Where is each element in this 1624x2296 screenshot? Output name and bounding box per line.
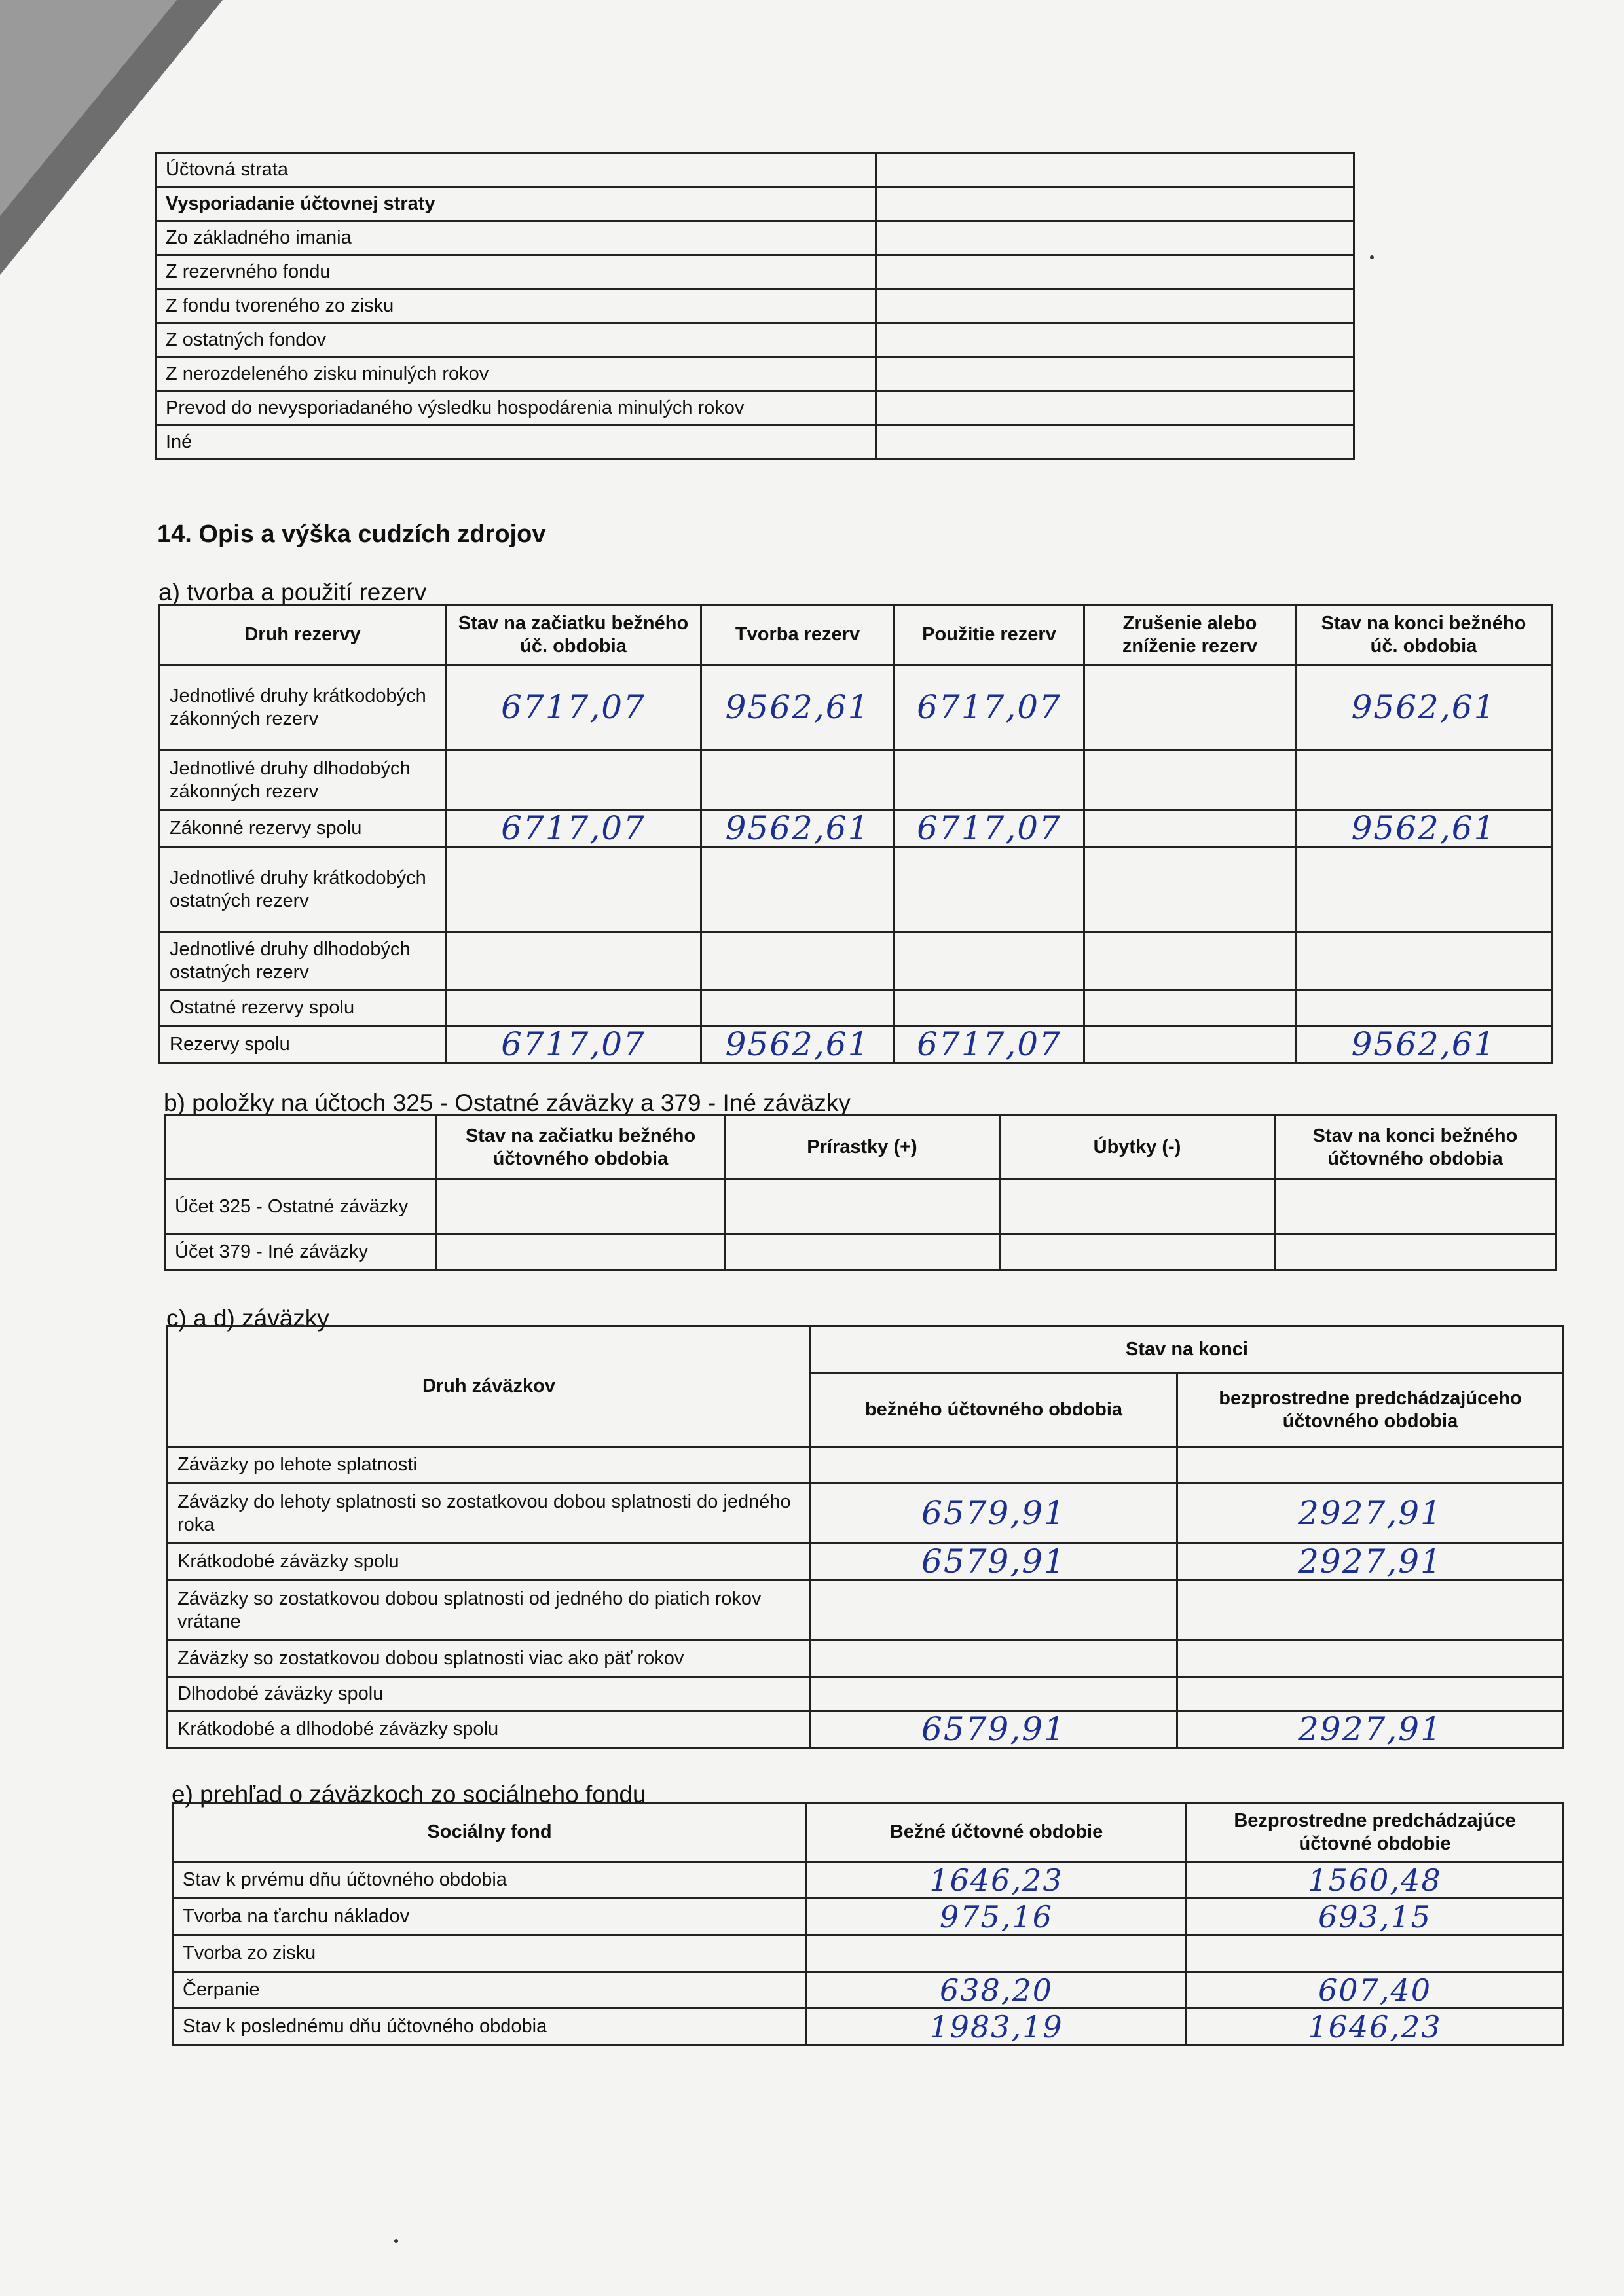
handwritten-value-cancel bbox=[1084, 1027, 1296, 1063]
handwritten-value-current bbox=[807, 1935, 1187, 1972]
row-label: Záväzky so zostatkovou dobou splatnosti viac ako päť rokov bbox=[168, 1641, 811, 1677]
handwritten-value-start bbox=[446, 750, 701, 811]
handwritten-value-end bbox=[1296, 990, 1552, 1027]
row-label: Záväzky po lehote splatnosti bbox=[168, 1447, 811, 1484]
row-label: Jednotlivé druhy krátkodobých zákonných rezerv bbox=[160, 665, 446, 750]
handwritten-value-current: 6579,91 bbox=[811, 1484, 1177, 1544]
table-row bbox=[168, 1580, 1564, 1641]
handwritten-value-creation: 9562,61 bbox=[701, 811, 895, 847]
liabilities-table bbox=[166, 1325, 1564, 1749]
handwritten-value-current bbox=[811, 1447, 1177, 1484]
handwritten-value-current: 6579,91 bbox=[811, 1711, 1177, 1748]
column-header: Použitie rezerv bbox=[895, 605, 1084, 665]
liabilities-subtitle: c) a d) záväzky bbox=[166, 1305, 329, 1332]
handwritten-value-previous: 2927,91 bbox=[1177, 1484, 1564, 1544]
table-row bbox=[173, 1935, 1564, 1972]
accounts-table bbox=[164, 1114, 1557, 1271]
handwritten-value-use bbox=[895, 990, 1084, 1027]
table-row bbox=[156, 323, 1354, 357]
handwritten-value-creation: 9562,61 bbox=[701, 1027, 895, 1063]
handwritten-value-current bbox=[811, 1677, 1177, 1711]
handwritten-value-current: 975,16 bbox=[807, 1899, 1187, 1935]
value-cell bbox=[876, 153, 1354, 187]
row-label: Účtovná strata bbox=[156, 153, 876, 187]
value-cell bbox=[876, 221, 1354, 255]
value-cell bbox=[1275, 1180, 1556, 1235]
table-row bbox=[160, 990, 1552, 1027]
folded-page-corner-shadow bbox=[0, 0, 177, 216]
accounts-subtitle: b) položky na účtoch 325 - Ostatné záväzky a 379 - Iné záväzky bbox=[164, 1089, 851, 1116]
column-header: Sociálny fond bbox=[173, 1803, 807, 1862]
value-cell bbox=[437, 1180, 725, 1235]
handwritten-value-current: 1646,23 bbox=[807, 1862, 1187, 1899]
handwritten-value-creation: 9562,61 bbox=[701, 665, 895, 750]
row-label: Iné bbox=[156, 426, 876, 460]
column-header: Druh rezervy bbox=[160, 605, 446, 665]
row-label: Jednotlivé druhy dlhodobých ostatných rezerv bbox=[160, 932, 446, 990]
value-cell bbox=[876, 323, 1354, 357]
handwritten-value-creation bbox=[701, 990, 895, 1027]
handwritten-value-previous bbox=[1177, 1580, 1564, 1641]
row-label: Jednotlivé druhy dlhodobých zákonných rezerv bbox=[160, 750, 446, 811]
table-row bbox=[156, 187, 1354, 221]
handwritten-value-end: 9562,61 bbox=[1296, 665, 1552, 750]
handwritten-value-previous: 2927,91 bbox=[1177, 1711, 1564, 1748]
table-row bbox=[160, 750, 1552, 811]
value-cell bbox=[1000, 1180, 1275, 1235]
column-header: Úbytky (-) bbox=[1000, 1116, 1275, 1180]
handwritten-value-start bbox=[446, 932, 701, 990]
handwritten-value-start bbox=[446, 990, 701, 1027]
column-header: Stav na začiatku bežného účtovného obdobia bbox=[437, 1116, 725, 1180]
handwritten-value-previous bbox=[1177, 1677, 1564, 1711]
table-row bbox=[173, 1972, 1564, 2009]
table-row bbox=[168, 1544, 1564, 1580]
table-row bbox=[168, 1447, 1564, 1484]
table-row bbox=[156, 153, 1354, 187]
reserves-subtitle: a) tvorba a použití rezerv bbox=[158, 579, 427, 606]
table-row bbox=[168, 1677, 1564, 1711]
handwritten-value-end bbox=[1296, 932, 1552, 990]
handwritten-value-previous: 1560,48 bbox=[1187, 1862, 1564, 1899]
table-row bbox=[165, 1180, 1556, 1235]
handwritten-value-current: 6579,91 bbox=[811, 1544, 1177, 1580]
column-header bbox=[165, 1116, 437, 1180]
column-header: Stav na konci bežného účtovného obdobia bbox=[1275, 1116, 1556, 1180]
header-druh-zavazkov: Druh záväzkov bbox=[168, 1326, 811, 1447]
value-cell bbox=[876, 426, 1354, 460]
value-cell bbox=[876, 187, 1354, 221]
table-row bbox=[156, 289, 1354, 323]
row-label: Vysporiadanie účtovnej straty bbox=[156, 187, 876, 221]
handwritten-value-current bbox=[811, 1641, 1177, 1677]
column-header: Stav na začiatku bežného úč. obdobia bbox=[446, 605, 701, 665]
handwritten-value-start: 6717,07 bbox=[446, 665, 701, 750]
row-label: Stav k poslednému dňu účtovného obdobia bbox=[173, 2009, 807, 2045]
row-label: Účet 325 - Ostatné záväzky bbox=[165, 1180, 437, 1235]
handwritten-value-previous bbox=[1177, 1447, 1564, 1484]
row-label: Zo základného imania bbox=[156, 221, 876, 255]
handwritten-value-start: 6717,07 bbox=[446, 1027, 701, 1063]
handwritten-value-end bbox=[1296, 847, 1552, 932]
row-label: Dlhodobé záväzky spolu bbox=[168, 1677, 811, 1711]
table-row bbox=[173, 2009, 1564, 2045]
value-cell bbox=[725, 1180, 1000, 1235]
handwritten-value-use: 6717,07 bbox=[895, 811, 1084, 847]
handwritten-value-previous: 2927,91 bbox=[1177, 1544, 1564, 1580]
social-fund-subtitle: e) prehľad o záväzkoch zo sociálneho fondu bbox=[172, 1781, 646, 1808]
social-fund-table bbox=[172, 1802, 1564, 2046]
table-row bbox=[156, 392, 1354, 426]
handwritten-value-end: 9562,61 bbox=[1296, 811, 1552, 847]
handwritten-value-current bbox=[811, 1580, 1177, 1641]
scan-speck bbox=[394, 2239, 398, 2243]
row-label: Z fondu tvoreného zo zisku bbox=[156, 289, 876, 323]
header-previous-period: bezprostredne predchádzajúceho účtovného obdobia bbox=[1177, 1374, 1564, 1447]
table-row bbox=[160, 811, 1552, 847]
table-row bbox=[168, 1641, 1564, 1677]
handwritten-value-creation bbox=[701, 847, 895, 932]
handwritten-value-start bbox=[446, 847, 701, 932]
handwritten-value-end: 9562,61 bbox=[1296, 1027, 1552, 1063]
row-label: Záväzky do lehoty splatnosti so zostatkovou dobou splatnosti do jedného roka bbox=[168, 1484, 811, 1544]
column-header: Zrušenie alebo zníženie rezerv bbox=[1084, 605, 1296, 665]
row-label: Z nerozdeleného zisku minulých rokov bbox=[156, 357, 876, 392]
handwritten-value-current: 638,20 bbox=[807, 1972, 1187, 2009]
row-label: Tvorba na ťarchu nákladov bbox=[173, 1899, 807, 1935]
scan-speck bbox=[1370, 255, 1374, 259]
handwritten-value-use bbox=[895, 847, 1084, 932]
handwritten-value-cancel bbox=[1084, 847, 1296, 932]
table-row bbox=[165, 1235, 1556, 1270]
header-current-period: bežného účtovného obdobia bbox=[811, 1374, 1177, 1447]
value-cell bbox=[1275, 1235, 1556, 1270]
row-label: Z ostatných fondov bbox=[156, 323, 876, 357]
handwritten-value-previous: 1646,23 bbox=[1187, 2009, 1564, 2045]
handwritten-value-start: 6717,07 bbox=[446, 811, 701, 847]
handwritten-value-previous bbox=[1177, 1641, 1564, 1677]
row-label: Rezervy spolu bbox=[160, 1027, 446, 1063]
handwritten-value-cancel bbox=[1084, 932, 1296, 990]
handwritten-value-creation bbox=[701, 750, 895, 811]
handwritten-value-cancel bbox=[1084, 665, 1296, 750]
value-cell bbox=[876, 357, 1354, 392]
table-row bbox=[156, 426, 1354, 460]
section-14-title: 14. Opis a výška cudzích zdrojov bbox=[157, 520, 546, 548]
column-header: Stav na konci bežného úč. obdobia bbox=[1296, 605, 1552, 665]
row-label: Stav k prvému dňu účtovného obdobia bbox=[173, 1862, 807, 1899]
column-header: Tvorba rezerv bbox=[701, 605, 895, 665]
table-row bbox=[156, 255, 1354, 289]
value-cell bbox=[876, 289, 1354, 323]
row-label: Záväzky so zostatkovou dobou splatnosti od jedného do piatich rokov vrátane bbox=[168, 1580, 811, 1641]
table-row bbox=[168, 1484, 1564, 1544]
row-label: Krátkodobé a dlhodobé záväzky spolu bbox=[168, 1711, 811, 1748]
handwritten-value-end bbox=[1296, 750, 1552, 811]
column-header: Prírastky (+) bbox=[725, 1116, 1000, 1180]
value-cell bbox=[437, 1235, 725, 1270]
table-row bbox=[160, 1027, 1552, 1063]
row-label: Krátkodobé záväzky spolu bbox=[168, 1544, 811, 1580]
handwritten-value-use bbox=[895, 932, 1084, 990]
value-cell bbox=[876, 255, 1354, 289]
handwritten-value-previous: 607,40 bbox=[1187, 1972, 1564, 2009]
column-header: Bezprostredne predchádzajúce účtovné obdobie bbox=[1187, 1803, 1564, 1862]
row-label: Účet 379 - Iné záväzky bbox=[165, 1235, 437, 1270]
handwritten-value-current: 1983,19 bbox=[807, 2009, 1187, 2045]
value-cell bbox=[876, 392, 1354, 426]
table-row bbox=[173, 1899, 1564, 1935]
row-label: Prevod do nevysporiadaného výsledku hospodárenia minulých rokov bbox=[156, 392, 876, 426]
reserves-table bbox=[158, 604, 1553, 1064]
handwritten-value-previous: 693,15 bbox=[1187, 1899, 1564, 1935]
table-row bbox=[160, 847, 1552, 932]
column-header: Bežné účtovné obdobie bbox=[807, 1803, 1187, 1862]
row-label: Ostatné rezervy spolu bbox=[160, 990, 446, 1027]
handwritten-value-use bbox=[895, 750, 1084, 811]
row-label: Zákonné rezervy spolu bbox=[160, 811, 446, 847]
handwritten-value-creation bbox=[701, 932, 895, 990]
handwritten-value-use: 6717,07 bbox=[895, 665, 1084, 750]
row-label: Z rezervného fondu bbox=[156, 255, 876, 289]
row-label: Tvorba zo zisku bbox=[173, 1935, 807, 1972]
handwritten-value-previous bbox=[1187, 1935, 1564, 1972]
header-stav-na-konci: Stav na konci bbox=[811, 1326, 1564, 1374]
table-row bbox=[160, 932, 1552, 990]
row-label: Čerpanie bbox=[173, 1972, 807, 2009]
row-label: Jednotlivé druhy krátkodobých ostatných rezerv bbox=[160, 847, 446, 932]
value-cell bbox=[725, 1235, 1000, 1270]
handwritten-value-use: 6717,07 bbox=[895, 1027, 1084, 1063]
table-row bbox=[173, 1862, 1564, 1899]
table-row bbox=[160, 665, 1552, 750]
handwritten-value-cancel bbox=[1084, 990, 1296, 1027]
table-row bbox=[168, 1711, 1564, 1748]
table-row bbox=[156, 357, 1354, 392]
loss-settlement-table bbox=[155, 152, 1355, 460]
table-row bbox=[156, 221, 1354, 255]
handwritten-value-cancel bbox=[1084, 750, 1296, 811]
handwritten-value-cancel bbox=[1084, 811, 1296, 847]
value-cell bbox=[1000, 1235, 1275, 1270]
